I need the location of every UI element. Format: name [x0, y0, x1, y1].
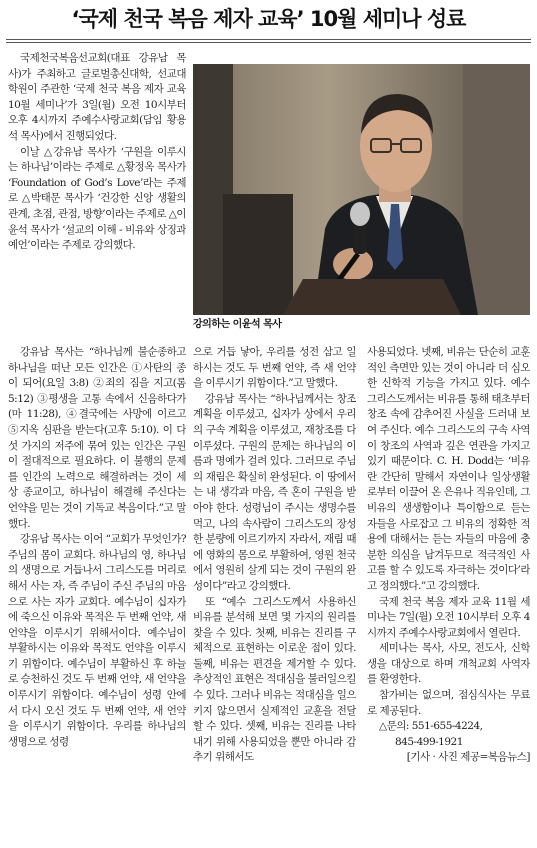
paragraph: 사용되었다. 넷째, 비유는 단순히 교훈적인 측면만 있는 것이 아니라 더 심오한 신학적 기능을 가지고 있다. 예수 그리스도께서는 비유를 통해 태초부터 창조 속에 감추어진 사실을 드러내 보여 주신다. 예수 그리스도의 구속 사역이 창조의 사역과 깊은 연관을 가지고 있기 때문이다. C. H. Dodd는 ‘비유란 간단히 말해서 자연이나 일상생활로부터 이끌어 온 은유나 직유인데, 그 비유의 생생함이나 특이함으로 듣는 자들을 사로잡고 그 비유의 정확한 적용에 대해서는 듣는 자들의 마음에 충분한 의심을 남겨두므로 적극적인 사고를 할 수 있도록 자극하는 것이다’라고 정의했다.”고 강의했다. — [367, 346, 530, 592]
paragraph: 참가비는 없으며, 점심식사는 무료로 제공된다. — [367, 689, 530, 717]
paragraph: 국제 천국 복음 제자 교육 11월 세미나는 7일(월) 오전 10시부터 오후 4시까지 주예수사랑교회에서 열린다. — [367, 595, 530, 639]
column-3 — [367, 345, 530, 845]
photo-caption: 강의하는 이윤석 목사 — [193, 319, 282, 330]
paragraph: 이날 △강유남 목사가 ‘구원을 이루시는 하나님’이라는 주제로 △황정옥 목사가 ‘Foundation of God’s Love’라는 주제로 △박태문 목사가 ‘건강한 신앙 생활의 관계, 초점, 관점, 방향’이라는 주제로 △이윤석 목사가 ‘설교의 이해 - 비유와 상징과 예언’이라는 주제로 강의했다. — [8, 145, 186, 252]
paragraph: 으로 거듭 낳아, 우리를 성전 삼고 일하시는 것도 두 번째 언약, 즉 새 언약을 이루시기 위함이다.”고 말했다. — [193, 346, 356, 390]
column-2 — [193, 345, 356, 843]
paragraph: 강유남 목사는 이어 “교회가 무엇인가? 주님의 몸이 교회다. 하나님의 영, 하나님의 생명으로 거듭나서 그리스도를 머리로 해서 사는 자, 즉 주님이 주신 주님의 마음으로 사는 자가 교회다. 예수님이 십자가에 죽으신 이유와 목적은 두 번째 언약, 새 언약을 이루시기 위해서이다. 예수님이 부활하시는 이유와 목적도 언약을 이루시기 위함이다. 예수님이 부활하신 후 하늘로 승천하신 것도 두 번째 언약, 새 언약을 이루시기 위함이다. 예수님이 성령 안에서 다시 오신 것도 두 번째 언약, 새 언약을 이루시기 위함이다. 우리를 하나님의 생명으로 성령 — [8, 533, 186, 748]
contact-info-2 — [367, 735, 530, 751]
column-1-bottom — [8, 345, 186, 843]
headline-rule-bottom — [6, 42, 531, 43]
paragraph: 강유남 목사는 “하나님께서는 창조 계획을 이루셨고, 십자가 상에서 우리의 구속 계획을 이루셨고, 재창조를 다 이루셨다. 구원의 문제는 하나님의 이름과 명예가 걸려 있다. 그러므로 주님의 재림은 확실히 완성된다. 이 땅에서는 내 생각과 마음, 즉 혼이 구원을 받아야 한다. 성령님이 주시는 생명수를 먹고, 나의 속사람이 그리스도의 장성한 분량에 이르기까지 자라서, 재림 때에 영화의 몸으로 부활하여, 영원 천국에서 영원히 살게 되는 것이 구원의 완성이다”라고 강의했다. — [193, 392, 356, 592]
headline: ‘국제 천국 복음 제자 교육’ 10월 세미나 성료 — [71, 7, 466, 31]
contact-phone-1: 551-655-4224, — [411, 720, 483, 733]
photo-illustration — [193, 64, 530, 315]
article-credit: [기사 · 사진 제공=복음뉴스] — [406, 751, 530, 764]
headline-rule-top — [6, 39, 531, 40]
paragraph: 세미나는 목사, 사모, 전도사, 신학생을 대상으로 하며 개척교회 사역자를 환영한다. — [367, 642, 530, 686]
speaker-at-podium-photo — [193, 64, 530, 315]
paragraph: 강유남 목사는 “하나님께 불순종하고 하나님을 떠난 모든 인간은 ①사탄의 종이 되어(요일 3:8) ②죄의 짐을 지고(롬 5:12) ③평생을 고통 속에서 신음하다가(마 11:28), ④결국에는 사망에 이르고 ⑤지옥 심판을 받는다(고후 5:10). 이 다섯 가지의 저주에 묶여 있는 인간은 구원이 절대적으로 필요하다. 이 불행의 문제를 인간의 노력으로 해결하려는 것이 세상 종교이고, 하나님이 해결해 주신다는 언약을 믿는 것이 기독교 복음이다.”고 말했다. — [8, 346, 186, 530]
paragraph: 또 “예수 그리스도께서 사용하신 비유를 분석해 보면 몇 가지의 원리를 찾을 수 있다. 첫째, 비유는 진리를 구체적으로 표현하는 이로운 점이 있다. 둘째, 비유는 편견을 제거할 수 있다. 추상적인 표현은 적대심을 불러일으킬 수 있다. 그러나 비유는 적대심을 일으키지 않으면서 실제적인 교훈을 전달할 수 있다. 셋째, 비유는 진리를 나타내기 위해 사용되었을 뿐만 아니라 감추기 위해서도 — [193, 595, 356, 764]
contact-label: △문의: — [379, 720, 409, 733]
contact-info — [367, 719, 530, 735]
contact-phone-2: 845-499-1921 — [395, 735, 463, 748]
column-1-top — [8, 51, 186, 343]
paragraph: 국제천국복음선교회(대표 강유남 목사)가 주최하고 글로벌총신대학, 선교대학원이 주관한 ‘국제 천국 복음 제자 교육 10월 세미나’가 3일(월) 오전 10시부터 오후 4시까지 주예수사랑교회(담임 황용석 목사)에서 진행되었다. — [8, 52, 186, 142]
